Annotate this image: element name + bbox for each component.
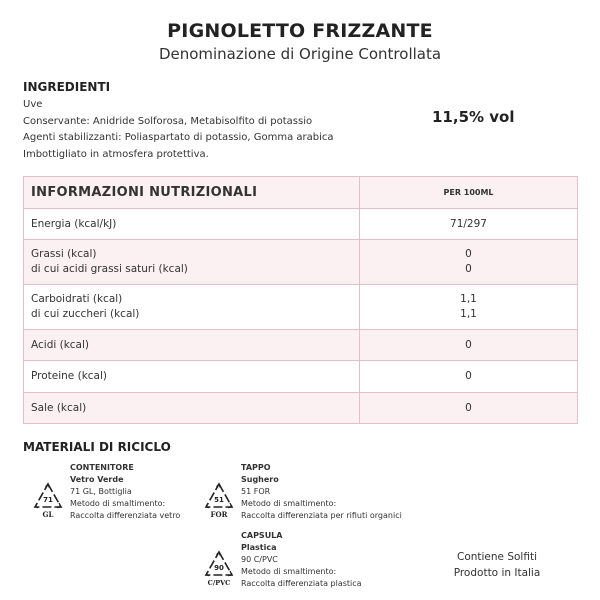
recycle-glass-icon	[31, 480, 65, 520]
recycling-detail: 90 C/PVC	[241, 555, 278, 564]
resin-code-number: 90	[214, 564, 224, 572]
recycling-text	[241, 530, 362, 590]
nutrient-label	[24, 393, 360, 424]
nutrient-amount: 71/297	[450, 217, 487, 230]
product-subtitle: Denominazione di Origine Controllata	[158, 45, 442, 63]
recycling-material: Vetro Verde	[70, 475, 124, 484]
product-title: PIGNOLETTO FRIZZANTE	[167, 20, 433, 42]
recycling-material: Sughero	[241, 475, 279, 484]
recycling-method-label: Metodo di smaltimento:	[241, 567, 337, 576]
nutrient-label	[24, 285, 360, 330]
nutrient-name: Acidi (kcal)	[31, 338, 90, 351]
recycling-heading: MATERIALI DI RICICLO	[23, 440, 171, 454]
sulfites-notice: Contiene Solfiti	[456, 551, 537, 563]
recycle-plastic-icon	[202, 548, 236, 588]
ingredient-line: Uve	[23, 99, 43, 110]
nutrient-amount: 0	[465, 401, 472, 414]
nutrient-value	[360, 330, 578, 361]
nutrient-value	[360, 393, 578, 424]
nutrient-label	[24, 330, 360, 361]
resin-code-letters: FOR	[210, 510, 228, 519]
recycling-method-label: Metodo di smaltimento:	[241, 499, 337, 508]
nutrient-label	[24, 361, 360, 393]
nutrient-amount: 0	[465, 370, 472, 382]
nutrient-subamount: 0	[465, 263, 472, 275]
recycling-category: CAPSULA	[241, 531, 283, 540]
ingredient-line: Agenti stabilizzanti: Poliaspartato di potassio, Gomma arabica	[23, 132, 334, 143]
resin-code-letters: C/PVC	[207, 579, 231, 587]
nutrition-table-header	[24, 177, 578, 209]
recycling-item-cap	[202, 463, 462, 528]
table-row	[24, 393, 578, 424]
recycling-method-label: Metodo di smaltimento:	[70, 499, 166, 508]
recycling-text	[70, 462, 180, 522]
recycling-detail: 51 FOR	[241, 487, 271, 496]
recycling-item-capsule	[202, 531, 442, 596]
nutrient-amount: 0	[465, 248, 472, 260]
nutrient-name: Energia (kcal/kJ)	[31, 217, 117, 230]
nutrient-amount: 0	[465, 338, 472, 351]
recycling-text	[241, 462, 402, 522]
ingredient-line: Imbottigliato in atmosfera protettiva.	[23, 148, 209, 160]
nutrient-name: Proteine (kcal)	[31, 370, 108, 382]
nutrient-subname: di cui acidi grassi saturi (kcal)	[31, 263, 188, 275]
table-row	[24, 330, 578, 361]
table-row	[24, 361, 578, 393]
recycle-cork-icon	[202, 480, 236, 520]
alcohol-content: 11,5% vol	[432, 108, 515, 126]
resin-code-letters: GL	[42, 510, 54, 519]
resin-code-number: 71	[43, 496, 53, 504]
ingredients-list	[23, 97, 334, 163]
nutrient-subname: di cui zuccheri (kcal)	[31, 308, 140, 320]
origin-notice: Prodotto in Italia	[453, 567, 541, 579]
table-row	[24, 209, 578, 240]
recycling-method: Raccolta differenziata vetro	[70, 511, 181, 520]
footer-notes	[437, 549, 557, 581]
nutrient-name: Grassi (kcal)	[31, 248, 97, 260]
table-row	[24, 285, 578, 330]
nutrient-name: Carboidrati (kcal)	[31, 293, 123, 305]
recycling-detail: 71 GL, Bottiglia	[70, 487, 132, 496]
nutrient-subamount: 1,1	[460, 308, 477, 320]
recycling-method: Raccolta differenziata per rifiuti organici	[241, 511, 402, 520]
nutrient-label	[24, 240, 360, 285]
nutrient-amount: 1,1	[460, 293, 477, 305]
nutrient-value	[360, 285, 578, 330]
nutrient-value	[360, 209, 578, 240]
nutrient-value	[360, 240, 578, 285]
recycling-method: Raccolta differenziata plastica	[241, 579, 362, 588]
resin-code-number: 51	[214, 496, 224, 504]
nutrient-name: Sale (kcal)	[31, 401, 87, 414]
nutrient-value	[360, 361, 578, 393]
nutrition-heading: INFORMAZIONI NUTRIZIONALI	[24, 177, 360, 209]
recycling-category: CONTENITORE	[70, 463, 134, 472]
nutrient-label	[24, 209, 360, 240]
recycling-category: TAPPO	[241, 463, 271, 472]
per-100ml-label: PER 100ML	[360, 177, 578, 209]
table-row	[24, 240, 578, 285]
ingredients-heading: INGREDIENTI	[23, 80, 111, 94]
ingredient-line: Conservante: Anidride Solforosa, Metabisolfito di potassio	[23, 115, 313, 127]
nutrition-table	[23, 176, 578, 424]
recycling-material: Plastica	[241, 543, 277, 552]
